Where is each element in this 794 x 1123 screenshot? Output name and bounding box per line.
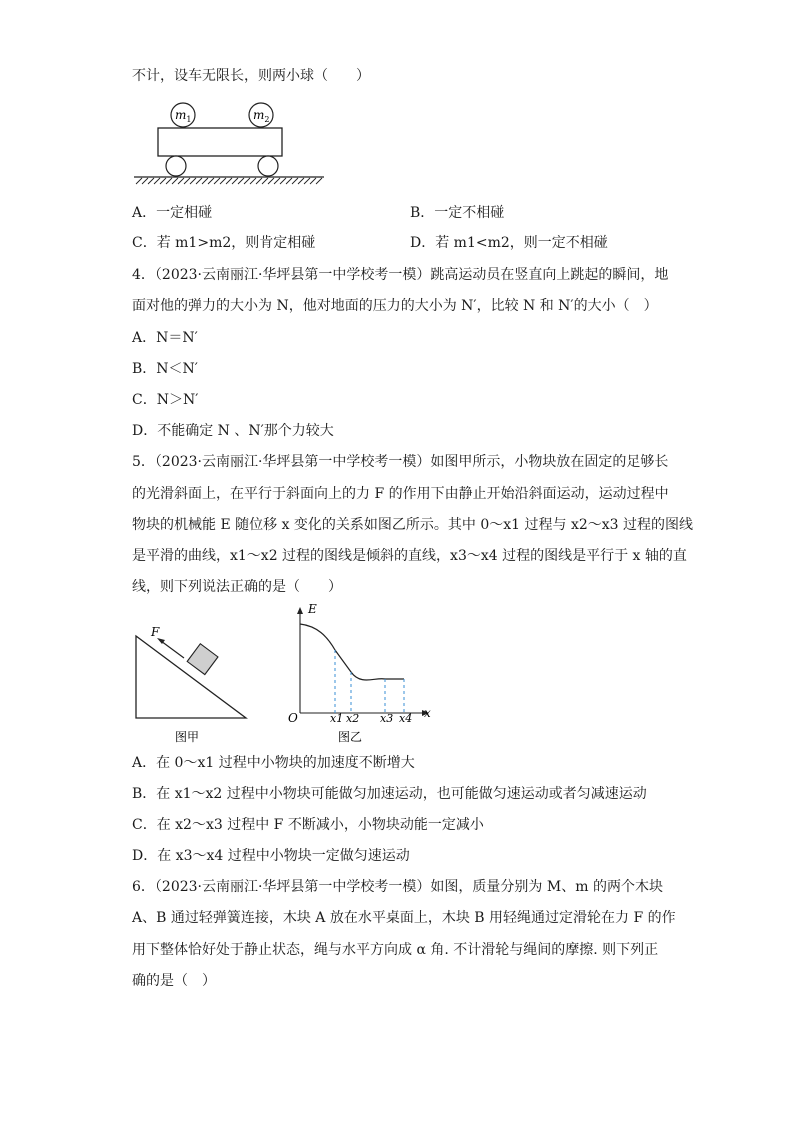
q5-stem-line1: 5．（2023·云南丽江·华坪县第一中学校考一模）如图甲所示，小物块放在固定的足够长: [132, 454, 669, 470]
q4-option-b[interactable]: B．N＜N′: [132, 361, 198, 377]
energy-graph: [283, 600, 433, 748]
axis-x-label: x: [424, 706, 431, 720]
q5-option-a[interactable]: A．在 0～x1 过程中小物块的加速度不断增大: [132, 755, 415, 771]
q3-option-d[interactable]: D．若 m1<m2，则一定不相碰: [410, 235, 608, 251]
q4-option-a[interactable]: A．N＝N′: [132, 330, 198, 346]
ground-hatch: [136, 178, 322, 184]
cart-figure: [128, 98, 328, 186]
energy-curve: [300, 624, 404, 680]
q5-stem-line3: 物块的机械能 E 随位移 x 变化的关系如图乙所示。其中 0～x1 过程与 x2～x3 过程的图线: [132, 517, 694, 533]
q5-option-b[interactable]: B．在 x1～x2 过程中小物块可能做匀加速运动，也可能做匀速运动或者匀减速运动: [132, 786, 647, 802]
q6-stem-line3: 用下整体恰好处于静止状态，绳与水平方向成 α 角. 不计滑轮与绳间的摩擦. 则下列正: [132, 942, 659, 958]
wheel-right: [258, 156, 278, 176]
q5-stem-line5: 线，则下列说法正确的是（ ）: [132, 579, 342, 595]
force-label: F: [151, 625, 160, 639]
q4-option-c[interactable]: C．N＞N′: [132, 392, 199, 408]
incline-figure: [128, 620, 258, 748]
q3-option-c[interactable]: C．若 m1>m2，则肯定相碰: [132, 235, 316, 251]
tick-x4: x4: [399, 712, 413, 725]
m2-label: m: [253, 108, 265, 122]
m2-sub: 2: [264, 115, 270, 124]
fig-b-caption: 图乙: [338, 730, 363, 744]
q5-option-c[interactable]: C．在 x2～x3 过程中 F 不断减小，小物块动能一定减小: [132, 817, 484, 833]
tick-x3: x3: [380, 712, 394, 725]
q5-option-d[interactable]: D．在 x3～x4 过程中小物块一定做匀速运动: [132, 848, 410, 864]
q6-stem-line2: A、B 通过轻弹簧连接，木块 A 放在水平桌面上，木块 B 用轻绳通过定滑轮在力 F 的作: [132, 910, 676, 926]
q3-option-b[interactable]: B．一定不相碰: [410, 205, 505, 221]
q6-stem-line4: 确的是（ ）: [132, 973, 216, 989]
block: [187, 644, 218, 675]
q4-stem-line1: 4．（2023·云南丽江·华坪县第一中学校考一模）跳高运动员在竖直向上跳起的瞬间，地: [132, 267, 669, 283]
q4-option-d[interactable]: D．不能确定 N 、N′那个力较大: [132, 423, 334, 439]
fig-a-caption: 图甲: [175, 730, 200, 744]
intro-tail-text: 不计，设车无限长，则两小球（ ）: [132, 68, 370, 84]
q3-option-a[interactable]: A．一定相碰: [132, 205, 213, 221]
q5-stem-line4: 是平滑的曲线，x1～x2 过程的图线是倾斜的直线，x3～x4 过程的图线是平行于 x 轴的直: [132, 548, 687, 564]
tick-x1: x1: [330, 712, 344, 725]
wheel-left: [166, 156, 186, 176]
tick-x2: x2: [346, 712, 360, 725]
m1-label: m: [175, 108, 187, 122]
axis-y-label: E: [308, 602, 317, 616]
q5-stem-line2: 的光滑斜面上，在平行于斜面向上的力 F 的作用下由静止开始沿斜面运动，运动过程中: [132, 486, 669, 502]
q4-stem-line2: 面对他的弹力的大小为 N，他对地面的压力的大小为 N′，比较 N 和 N′的大小（ ）: [132, 298, 658, 314]
force-arrow: [161, 641, 184, 658]
m1-sub: 1: [186, 115, 192, 124]
q6-stem-line1: 6．（2023·云南丽江·华坪县第一中学校考一模）如图，质量分别为 M、m 的两个木块: [132, 879, 663, 895]
origin-label: O: [288, 711, 298, 725]
